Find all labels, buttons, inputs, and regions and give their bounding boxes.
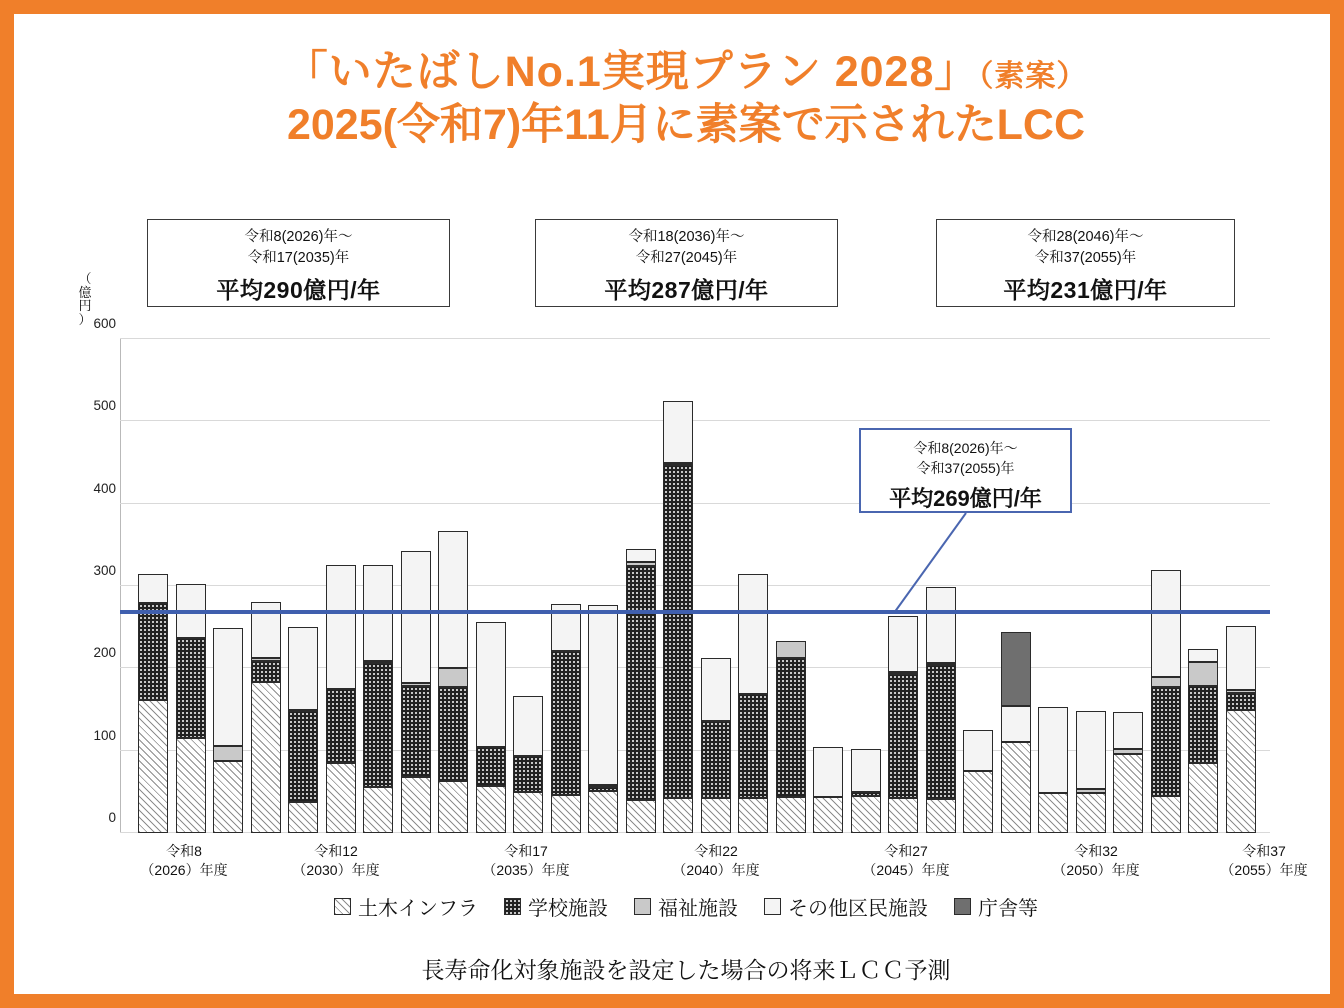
- x-label-reiwa17-line2: （2035）年度: [482, 861, 570, 878]
- bar-segment: [626, 800, 656, 833]
- y-tick-100: 100: [93, 727, 116, 743]
- bar-segment: [1188, 662, 1218, 687]
- bar-segment: [363, 663, 393, 787]
- legend-item-fukushi: [634, 892, 738, 921]
- bar-segment: [1076, 711, 1106, 789]
- bar-segment: [176, 638, 206, 738]
- bar-segment: [1226, 693, 1256, 709]
- title-line1-paren: （素案）: [978, 60, 1088, 93]
- callout-from: 令和8(2026)年～: [913, 440, 1018, 456]
- bar-segment: [176, 738, 206, 833]
- legend-label-sonota: その他区民施設: [788, 898, 928, 920]
- bar-segment: [701, 798, 731, 833]
- bar-segment: [551, 651, 581, 795]
- bar-segment: [326, 565, 356, 689]
- bar-segment: [701, 721, 731, 798]
- average-callout: [859, 428, 1072, 513]
- bar-segment: [813, 747, 843, 796]
- bar-segment: [288, 627, 318, 709]
- legend-swatch-gakko: [504, 898, 521, 915]
- bar-segment: [288, 802, 318, 833]
- page-title: [14, 48, 1344, 150]
- bar-segment: [1001, 742, 1031, 833]
- legend-label-chosha: 庁舎等: [978, 898, 1038, 920]
- bar-segment: [401, 683, 431, 686]
- bar-segment: [813, 797, 843, 833]
- bar-segment: [1226, 710, 1256, 834]
- y-tick-400: 400: [93, 480, 116, 496]
- bar-segment: [138, 603, 168, 699]
- title-line2: 2025(令和7)年11月に素案で示されたLCC: [286, 101, 1086, 150]
- period-box-1: [147, 219, 450, 307]
- bar-segment: [326, 689, 356, 763]
- bar-segment: [1038, 793, 1068, 833]
- bar-segment: [1151, 796, 1181, 833]
- bar-segment: [138, 700, 168, 833]
- bar-segment: [1076, 793, 1106, 833]
- x-label-reiwa37-line2: （2055）年度: [1220, 861, 1308, 878]
- gridline-300: [120, 585, 1270, 586]
- x-label-reiwa27-line1: 令和27: [884, 843, 928, 859]
- bar-segment: [401, 551, 431, 684]
- legend-item-gakko: [504, 892, 608, 921]
- period-box-2-to: 令和27(2045)年: [635, 250, 738, 267]
- bar-segment: [401, 777, 431, 833]
- x-label-reiwa8-line1: 令和8: [166, 843, 202, 859]
- bar-segment: [476, 786, 506, 833]
- bar-segment: [1226, 690, 1256, 693]
- y-tick-600: 600: [93, 316, 116, 331]
- bar-segment: [513, 792, 543, 833]
- x-label-reiwa22-line2: （2040）年度: [672, 861, 760, 878]
- bar-segment: [438, 531, 468, 668]
- average-line: [120, 610, 1270, 614]
- period-box-2-from: 令和18(2036)年～: [628, 229, 745, 245]
- bar-segment: [626, 562, 656, 566]
- period-box-2: [535, 219, 838, 307]
- bar-segment: [438, 668, 468, 688]
- legend-item-chosha: [954, 892, 1038, 921]
- period-box-3-average: 平均231億円/年: [1003, 277, 1168, 304]
- bar-segment: [626, 566, 656, 800]
- x-label-reiwa32: [1036, 842, 1156, 880]
- bar-segment: [288, 711, 318, 802]
- bar-segment: [251, 658, 281, 660]
- bar-segment: [701, 658, 731, 721]
- bar-segment: [1001, 706, 1031, 742]
- bar-segment: [1188, 763, 1218, 833]
- bar-segment: [363, 787, 393, 833]
- bar-segment: [1188, 649, 1218, 662]
- x-label-reiwa27-line2: （2045）年度: [862, 861, 950, 878]
- bar-segment: [1038, 707, 1068, 793]
- x-label-reiwa12-line1: 令和12: [314, 843, 358, 859]
- bar-segment: [888, 672, 918, 674]
- bar-segment: [1001, 632, 1031, 706]
- x-label-reiwa32-line2: （2050）年度: [1052, 861, 1140, 878]
- x-label-reiwa17: [466, 842, 586, 880]
- legend-swatch-doboku: [334, 898, 351, 915]
- bar-segment: [888, 798, 918, 833]
- bar-segment: [1151, 677, 1181, 687]
- period-box-3: [936, 219, 1235, 307]
- bar-segment: [326, 763, 356, 833]
- bar-segment: [851, 749, 881, 792]
- y-tick-200: 200: [93, 645, 116, 661]
- legend-swatch-chosha: [954, 898, 971, 915]
- x-label-reiwa12-line2: （2030）年度: [292, 861, 380, 878]
- y-axis-unit: （ 億 円 ）: [78, 271, 92, 327]
- bar-segment: [963, 771, 993, 833]
- bar-segment: [1076, 789, 1106, 793]
- bar-segment: [738, 574, 768, 694]
- chart-legend: [14, 892, 1344, 921]
- title-line1-main: 「いたばしNo.1実現プラン 2028」: [284, 48, 979, 96]
- x-label-reiwa22-line1: 令和22: [694, 843, 738, 859]
- period-box-1-to: 令和17(2035)年: [247, 250, 350, 267]
- y-axis-line: [120, 339, 121, 833]
- bar-segment: [1151, 570, 1181, 677]
- bar-segment: [626, 549, 656, 562]
- bar-segment: [663, 465, 693, 798]
- bar-segment: [588, 605, 618, 785]
- bar-segment: [513, 696, 543, 757]
- bar-segment: [851, 796, 881, 833]
- bar-segment: [1113, 749, 1143, 754]
- bar-segment: [1151, 687, 1181, 796]
- bar-segment: [663, 401, 693, 464]
- legend-label-fukushi: 福祉施設: [658, 898, 738, 920]
- legend-swatch-sonota: [764, 898, 781, 915]
- chart-caption: 長寿命化対象施設を設定した場合の将来ＬＣＣ予測: [421, 957, 951, 983]
- bar-segment: [551, 795, 581, 833]
- legend-item-sonota: [764, 892, 928, 921]
- bar-segment: [251, 682, 281, 833]
- period-box-3-from: 令和28(2046)年～: [1027, 229, 1144, 245]
- bar-segment: [213, 628, 243, 746]
- x-label-reiwa37: [1204, 842, 1324, 880]
- x-label-reiwa22: [656, 842, 776, 880]
- bar-segment: [438, 781, 468, 833]
- bar-segment: [1113, 754, 1143, 833]
- period-box-2-average: 平均287億円/年: [604, 277, 769, 304]
- x-label-reiwa32-line1: 令和32: [1074, 843, 1118, 859]
- bar-segment: [1188, 686, 1218, 763]
- bar-segment: [926, 799, 956, 833]
- bar-segment: [738, 798, 768, 833]
- legend-label-doboku: 土木インフラ: [358, 898, 478, 920]
- gridline-600: [120, 338, 1270, 339]
- bar-segment: [776, 641, 806, 657]
- bar-segment: [438, 687, 468, 781]
- gridline-500: [120, 420, 1270, 421]
- legend-swatch-fukushi: [634, 898, 651, 915]
- y-tick-300: 300: [93, 563, 116, 578]
- bar-segment: [963, 730, 993, 771]
- chart-plot-area: [93, 316, 1270, 833]
- callout-to: 令和37(2055)年: [916, 460, 1015, 477]
- bar-segment: [851, 792, 881, 796]
- callout-average: 平均269億円/年: [889, 485, 1042, 511]
- bar-segment: [138, 574, 168, 604]
- period-box-3-to: 令和37(2055)年: [1034, 250, 1137, 267]
- y-tick-500: 500: [93, 398, 116, 414]
- period-box-1-from: 令和8(2026)年～: [244, 229, 353, 245]
- bar-segment: [776, 658, 806, 797]
- bar-segment: [513, 756, 543, 791]
- bar-segment: [888, 674, 918, 798]
- bar-segment: [663, 798, 693, 833]
- bar-segment: [1113, 712, 1143, 749]
- bar-segment: [926, 665, 956, 799]
- x-label-reiwa37-line1: 令和37: [1242, 843, 1286, 859]
- legend-label-gakko: 学校施設: [528, 898, 608, 920]
- bar-segment: [738, 694, 768, 798]
- x-label-reiwa8-line2: （2026）年度: [140, 861, 228, 878]
- bar-segment: [588, 787, 618, 791]
- x-label-reiwa27: [846, 842, 966, 880]
- bar-segment: [213, 761, 243, 833]
- callout-leader-line: [894, 509, 974, 619]
- period-box-1-average: 平均290億円/年: [216, 277, 381, 304]
- bar-segment: [1226, 626, 1256, 690]
- x-label-reiwa17-line1: 令和17: [504, 843, 548, 859]
- y-tick-0: 0: [108, 810, 116, 825]
- bar-segment: [588, 791, 618, 833]
- bar-segment: [776, 797, 806, 833]
- bar-segment: [401, 686, 431, 777]
- bar-segment: [213, 746, 243, 761]
- bar-segment: [251, 661, 281, 682]
- gridline-400: [120, 503, 1270, 504]
- x-label-reiwa8: [124, 842, 244, 880]
- x-label-reiwa12: [276, 842, 396, 880]
- bar-segment: [476, 747, 506, 786]
- bar-segment: [476, 622, 506, 747]
- legend-item-doboku: [334, 892, 478, 921]
- bar-segment: [888, 616, 918, 672]
